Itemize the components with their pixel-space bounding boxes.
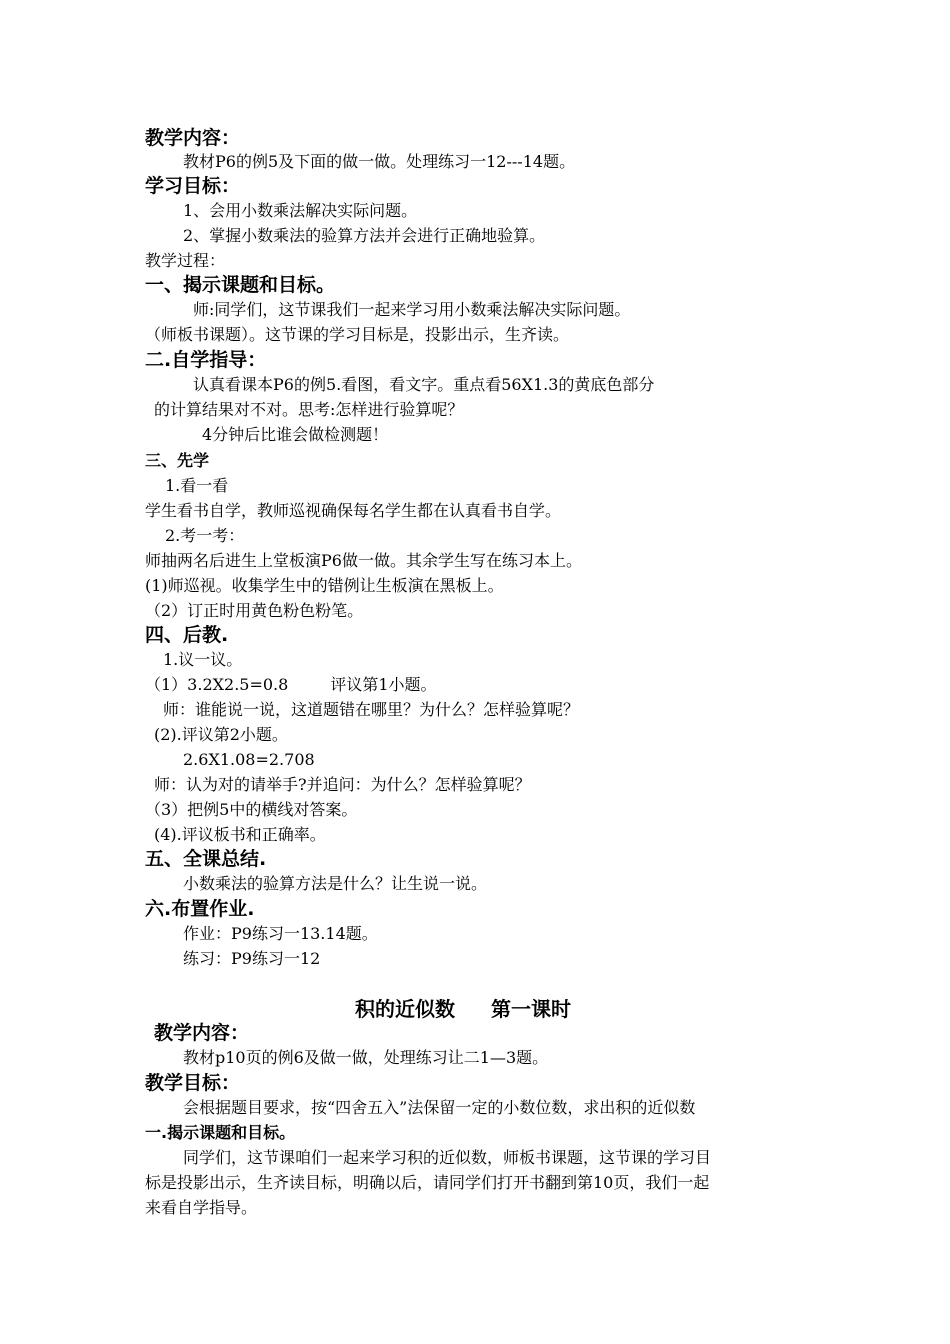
section-four-item-3: 师：谁能说一说，这道题错在哪里？为什么？怎样验算呢？: [163, 700, 580, 719]
section-four-item-2: [145, 674, 437, 696]
section-three-item-4: （2）订正时用黄色粉色粉笔。: [145, 601, 364, 620]
section-four-item-8: (4).评议板书和正确率。: [154, 825, 326, 844]
heading-section-five: 五、全课总结.: [145, 848, 267, 870]
teaching-content-text-2: 教材p10页的例6及做一做，处理练习让二1—3题。: [183, 1048, 549, 1067]
section-four-equation-1: （1）3.2X2.5=0.8: [145, 675, 289, 694]
teaching-content-text: 教材P6的例5及下面的做一做。处理练习一12---14题。: [183, 152, 576, 171]
section-four-equation-2: 2.6X1.08=2.708: [183, 750, 315, 769]
section-five-text: 小数乘法的验算方法是什么？让生说一说。: [183, 874, 488, 893]
section-one-paragraph-1: 师:同学们，这节课我们一起来学习用小数乘法解决实际问题。: [193, 300, 631, 319]
heading-section-two: 二.自学指导：: [145, 349, 267, 371]
teaching-goal-text-2: 会根据题目要求，按“四舍五入”法保留一定的小数位数，求出积的近似数: [183, 1098, 696, 1117]
heading-teaching-goals-2: 教学目标：: [145, 1072, 241, 1094]
lesson-title-period: 第一课时: [491, 997, 571, 1021]
heading-teaching-content-2: 教学内容：: [154, 1022, 250, 1044]
heading-learning-goals: 学习目标：: [145, 175, 241, 197]
heading-section-four: 四、后教.: [145, 624, 229, 646]
teaching-process-label: 教学过程：: [145, 251, 226, 270]
heading-teaching-content: 教学内容：: [145, 127, 241, 149]
section-four-item-6: 师：认为对的请举手?并追问：为什么？怎样验算呢？: [154, 775, 531, 794]
lesson-title-main: 积的近似数: [355, 997, 455, 1021]
section-one-2-paragraph-3: 来看自学指导。: [145, 1198, 258, 1217]
heading-section-six: 六.布置作业.: [145, 898, 255, 920]
section-three-item-1-text: 学生看书自学，教师巡视确保每名学生都在认真看书自学。: [145, 501, 562, 520]
heading-section-one: 一、揭示课题和目标。: [145, 274, 336, 296]
goal-1: 1、会用小数乘法解决实际问题。: [183, 201, 418, 220]
section-two-paragraph-3: 4分钟后比谁会做检测题！: [202, 425, 389, 444]
section-three-item-2-text: 师抽两名后进生上堂板演P6做一做。其余学生写在练习本上。: [145, 551, 582, 570]
homework-text: 作业：P9练习一13.14题。: [183, 924, 378, 943]
heading-section-three: 三、先学: [145, 451, 210, 470]
section-two-paragraph-1: 认真看课本P6的例5.看图，看文字。重点看56X1.3的黄底色部分: [193, 375, 655, 394]
section-four-review-1: 评议第1小题。: [330, 675, 437, 694]
heading-section-one-2: 一.揭示课题和目标。: [145, 1123, 296, 1142]
section-three-item-1: 1.看一看: [165, 476, 229, 495]
goal-2: 2、掌握小数乘法的验算方法并会进行正确地验算。: [183, 226, 546, 245]
section-one-2-paragraph-2: 标是投影出示，生齐读目标，明确以后，请同学们打开书翻到第10页，我们一起: [145, 1173, 710, 1192]
section-three-item-3: (1)师巡视。收集学生中的错例让生板演在黑板上。: [145, 576, 504, 595]
section-one-2-paragraph-1: 同学们，这节课咱们一起来学习积的近似数，师板书课题，这节课的学习目: [183, 1148, 712, 1167]
practice-text: 练习：P9练习一12: [183, 949, 321, 968]
section-four-item-1: 1.议一议。: [163, 650, 243, 669]
lesson-title: [355, 996, 571, 1022]
section-three-item-2: 2.考一考：: [165, 526, 245, 545]
section-four-item-4: (2).评议第2小题。: [154, 725, 288, 744]
section-four-item-7: （3）把例5中的横线对答案。: [145, 800, 358, 819]
section-two-paragraph-2: 的计算结果对不对。思考:怎样进行验算呢？: [154, 400, 464, 419]
section-one-paragraph-2: （师板书课题）。这节课的学习目标是，投影出示，生齐读。: [145, 325, 570, 344]
